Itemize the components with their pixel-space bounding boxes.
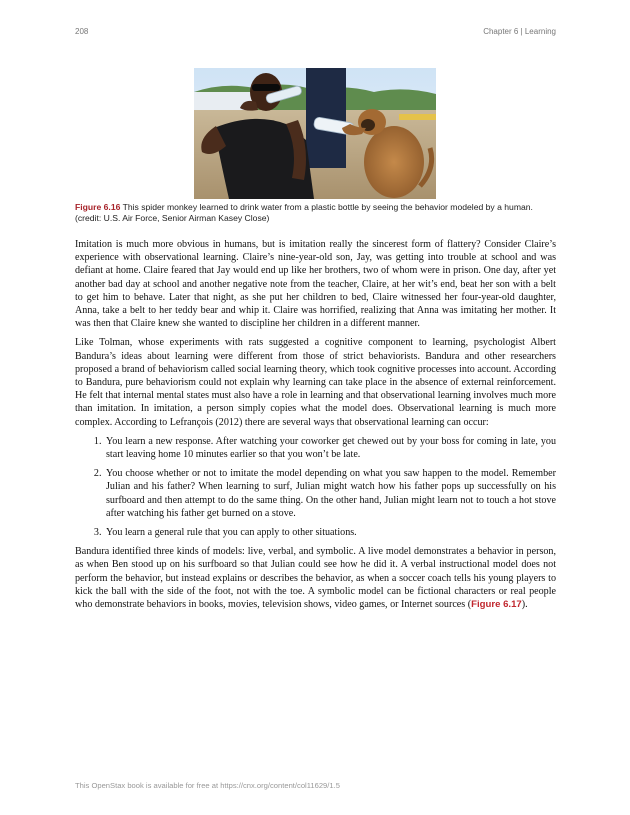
- figure-6-17-link[interactable]: Figure 6.17: [471, 599, 522, 611]
- figure-label: Figure 6.16: [75, 202, 121, 212]
- chapter-header: Chapter 6 | Learning: [483, 27, 556, 36]
- paragraph-2: Like Tolman, whose experiments with rats suggested a cognitive component to learning, psychologist Albert Bandura’s ideas about learning were different from those of strict behaviorists. Bandura and other researchers proposed a brand of behaviorism called social learning theory, which took cognitive processes into account. According to Bandura, pure behaviorism could not explain why learning can take place in the absence of external reinforcement. He felt that internal mental states must also have a role in learning and that observational learning involves much more than imitation. In imitation, a person simply copies what the model does. Observational learning is much more complex. According to Lefrançois (2012) there are several ways that observational learning can occur:: [75, 337, 556, 428]
- figure-photo: [194, 68, 436, 199]
- paragraph-3-end: ).: [521, 599, 528, 611]
- photo-fence: [399, 114, 436, 120]
- paragraph-1: Imitation is much more obvious in humans, but is imitation really the sincerest form of flattery? Consider Claire’s experience with observational learning. Claire’s nine-year-old son, Jay, was getting into trouble at school and was defiant at home. Claire feared that Jay would end up like her brothers, two of whom were in prison. One day, after yet another bad day at school and another negative note from the teacher, Claire, at her wit’s end, beat her son with a belt to get him to behave. Later that night, as she put her children to bed, Claire witnessed her four-year-old daughter, Anna, take a belt to her teddy bear and whip it. Claire was horrified, realizing that Anna was imitating her mother. It was then that Claire knew she wanted to discipline her children in a different manner.: [75, 239, 556, 330]
- figure-caption-text: This spider monkey learned to drink water from a plastic bottle by seeing the behavior modeled by a human. (credit: U.S. Air Force, Senior Airman Kasey Close): [75, 202, 533, 223]
- observational-learning-list: [75, 435, 556, 539]
- list-item: 1. You learn a new response. After watching your coworker get chewed out by your boss for coming in late, you start leaving home 10 minutes earlier so that you won’t be late.: [104, 435, 556, 461]
- figure-caption: [75, 202, 557, 224]
- paragraph-3: [75, 545, 556, 611]
- list-item: 2. You choose whether or not to imitate the model depending on what you saw happen to the model. Remember Julian and his father? When learning to surf, Julian might watch how his father pops up successfully on his surfboard and then attempt to do the same thing. On the other hand, Julian might learn not to touch a hot stove after watching his father get burned on a stove.: [104, 467, 556, 520]
- person-background: [306, 68, 346, 168]
- page-number: 208: [75, 27, 89, 36]
- paragraph-3-text: Bandura identified three kinds of models: live, verbal, and symbolic. A live model demonstrates a behavior in person, as when Ben stood up on his surfboard so that Julian could see how he did it. A verbal instructional model does not perform the behavior, but instead explains or describes the behavior, as when a soccer coach tells his young players to kick the ball with the side of the foot, not with the toe. A symbolic model can be fictional characters or real people who demonstrate behaviors in books, movies, television shows, video games, or Internet sources (: [75, 546, 556, 611]
- footer-notice: This OpenStax book is available for free at https://cnx.org/content/col11629/1.5: [75, 781, 340, 790]
- monkey-body: [364, 126, 424, 198]
- body-text: [75, 238, 556, 617]
- person-sunglasses: [252, 84, 280, 91]
- list-item: 3. You learn a general rule that you can apply to other situations.: [104, 526, 556, 539]
